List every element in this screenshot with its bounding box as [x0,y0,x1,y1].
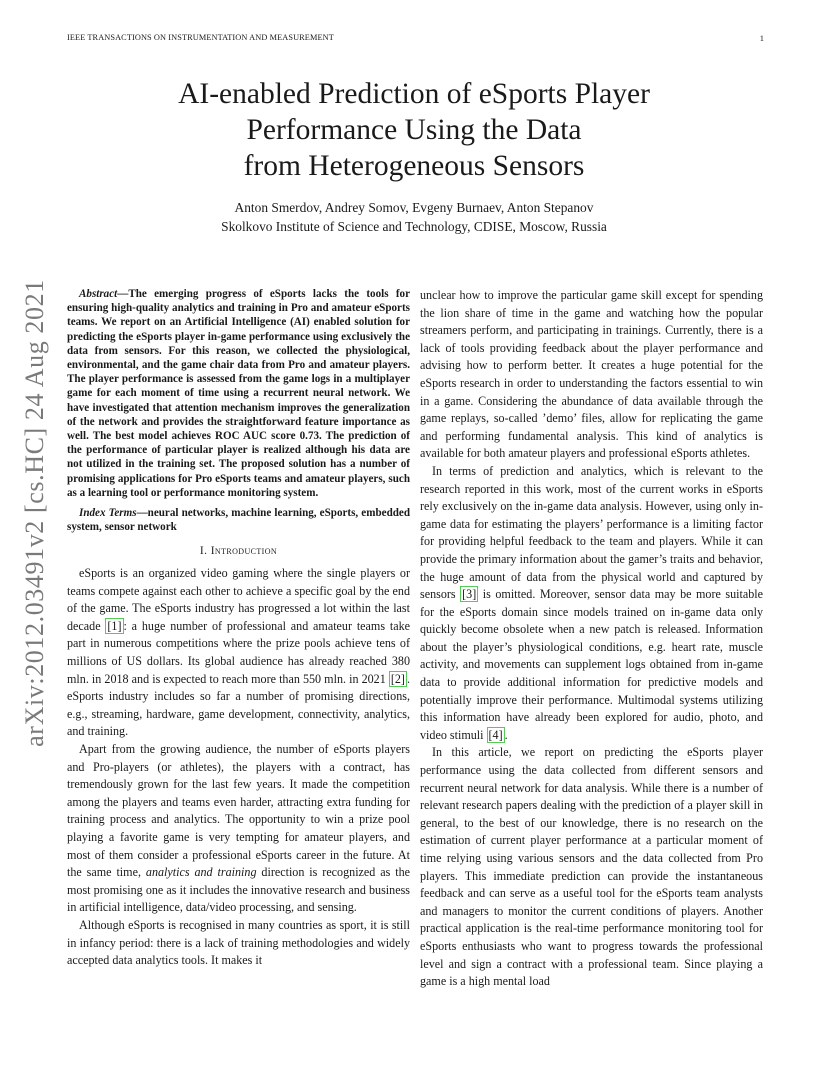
section-number: I. [199,545,208,558]
paper-title [60,76,768,184]
section-title: Introduction [210,545,278,558]
citation-link[interactable]: [4] [488,727,503,742]
paragraph: Although eSports is recognised in many countries as sport, it is still in infancy period: there is a lack of training methodologies and widely accepted data analytics tools. It makes it [67,917,410,968]
title-line: Performance Using the Data [246,114,582,146]
paragraph: unclear how to improve the particular game skill except for spending the lion share of time in the game and watching how the popular streamers perform, and participating in trainings. Currently, there is a lack of tools providing feedback about the player performance and advising how to perform better. It creates a huge potential for the eSports research in order to understanding the factors essential to win in a game. Considering the abundance of data available through the game replays, so-called ’demo’ files, allow for replicating the game and performing fundamental analysis. This kind of analytics is available for both amateur players and professional eSports athletes. [420,288,763,461]
paragraph-text: : a huge number of professional and amateur teams take part in numerous competitions where the prize pools achieve tens of millions of US dollars. Its global audience has already reached 380 mln. in 2018 and is expected to reach more than 550 mln. in 2021 [67,618,410,686]
title-line: from Heterogeneous Sensors [243,150,585,182]
paragraph-text: In terms of prediction and analytics, which is relevant to the research reported in this work, most of the current works in eSports rely exclusively on the in-game data analysis. However, using only in-game data for estimating the players’ performance is a limiting factor for providing helpful feedback to the team and players. While it can provide the primary information about the gamer’s traits and behavior, the huge amount of data from the physical world and captured by sensors [420,463,763,602]
left-column [67,287,410,970]
paragraph-text: . eSports industry includes so far a number of promising directions, e.g., streaming, hardware, game development, connectivity, analytics, and training. [67,671,410,739]
running-head: IEEE TRANSACTIONS ON INSTRUMENTATION AND MEASUREMENT [67,33,334,42]
emphasis-text: analytics and training [145,865,257,880]
title-line: AI-enabled Prediction of eSports Player [178,78,650,110]
paragraph-text: . [504,727,508,742]
author-block [60,198,768,236]
paragraph-text: is omitted. Moreover, sensor data may be more suitable for the eSports domain since models trained on in-game data only quickly become obsolete when a new patch is released. Information about the player’s physiological conditions, e.g. heart rate, muscle activity, and movements can supplement logs obtained from in-game data to provide additional information for predictive models and potentially improve their performance. Multimodal systems utilizing this information have already been explored for audio, photo, and video stimuli [420,587,763,742]
author-names: Anton Smerdov, Andrey Somov, Evgeny Burnaev, Anton Stepanov [234,200,594,215]
paragraph-text: Apart from the growing audience, the number of eSports players and Pro-players (or athletes), the players with a contract, has tremendously grown for the last few years. It made the competition among the players and teams even harder, attracting extra funding for training process and analytics. The opportunity to win a prize pool playing a favorite game is very tempting for amateur players, and most of them consider a professional eSports career in the future. At the same time, [67,741,410,880]
citation-link[interactable]: [3] [462,587,477,602]
index-terms-lead: Index Terms [79,507,137,520]
paragraph: In this article, we report on predicting the eSports player performance using the data collected from different sensors and recurrent neural network for data analysis. While there is a number of relevant research papers dealing with the prediction of a player skill in general, to the best of our knowledge, there is no research on the estimation of current player performance at a particular moment of time relying using various sensors and the data collected from Pro players. This immediate prediction can provide the instantaneous feedback and can serve as a useful tool for the eSports team analysts and managers to monitor the current conditions of players. Another practical application is the real-time performance monitoring tool for eSports enthusiasts who want to progress towards the professional level and sign a contract with a professional team. Since playing a game is a high mental load [420,745,763,989]
citation-link[interactable]: [1] [107,618,122,633]
index-terms [67,506,410,534]
section-heading [67,543,410,561]
paragraph-text: eSports is an organized video gaming where the single players or teams compete against each other to achieve a specific goal by the end of the game. The eSports industry has progressed a lot within the last decade [67,566,410,633]
affiliation: Skolkovo Institute of Science and Technology, CDISE, Moscow, Russia [221,219,607,234]
abstract-lead: Abstract [79,288,118,300]
paragraph [420,463,763,745]
paragraph [67,741,410,917]
citation-link[interactable]: [2] [390,671,405,686]
index-terms-text: —neural networks, machine learning, eSports, embedded system, sensor network [67,507,410,534]
page-number: 1 [759,33,764,43]
paragraph [67,565,410,741]
abstract [67,287,410,500]
abstract-text: —The emerging progress of eSports lacks the tools for ensuring high-quality analytics and training in Pro and amateur eSports teams. We report on an Artificial Intelligence (AI) enabled solution for predicting the eSports player in-game performance using exclusively the data from sensors. For this reason, we collected the physiological, environmental, and the game chair data from Pro and amateur players. The player performance is assessed from the game logs in a multiplayer game for each moment of time using a recurrent neural network. We have investigated that attention mechanism improves the generalization of the network and provides the straightforward feature importance as well. The best model achieves ROC AUC score 0.73. The prediction of the performance of particular player is realized although his data are not utilized in the training set. The proposed solution has a number of promising applications for Pro eSports teams and amateur players, such as a learning tool or performance monitoring system. [67,288,410,499]
right-column [420,287,763,991]
arxiv-identifier[interactable]: arXiv:2012.03491v2 [cs.HC] 24 Aug 2021 [20,279,49,747]
paragraph-text: direction is recognized as the most promising one as it includes the innovative research and business in artificial intelligence, data/video processing, and sensing. [67,865,411,915]
